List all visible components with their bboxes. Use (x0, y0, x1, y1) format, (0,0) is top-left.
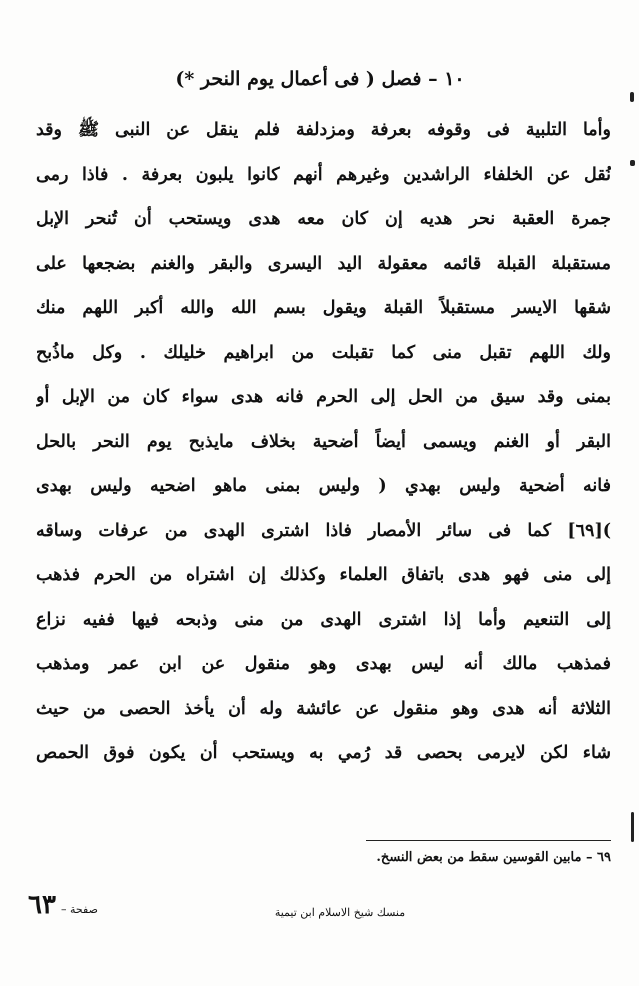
section-heading: ١٠ – فصل ( فى أعمال يوم النحر *) (175, 68, 465, 90)
text-line: )[٦٩] كما فى سائر الأمصار فاذا اشترى الهدى من عرفات وساقه (36, 520, 611, 541)
body-text (36, 108, 611, 776)
page-number-block (28, 890, 188, 920)
text-line: مستقبلة القبلة قائمه معقولة اليد اليسرى والبقر والغنم بضجعها على (36, 253, 611, 274)
text-line: إلى التنعيم وأما إذا اشترى الهدى من منى وذبحه فيها ففيه نزاع (36, 609, 611, 630)
scan-edge-mark (630, 92, 634, 102)
text-line: نُقل عن الخلفاء الراشدين وغيرهم أنهم كانوا يلبون بعرفة . فاذا رمى (36, 164, 611, 185)
text-line: البقر أو الغنم ويسمى أيضاً أضحية بخلاف مايذبح يوم النحر بالحل (36, 431, 611, 452)
text-line: إلى منى فهو هدى باتفاق العلماء وكذلك إن اشتراه من الحرم فذهب (36, 565, 611, 585)
page-label: صفحة – (61, 903, 98, 916)
text-line: ولك اللهم تقبل منى كما تقبلت من ابراهيم خليلك . وكل ماذُبح (36, 342, 611, 363)
footnote: ٦٩ – مابين القوسين سقط من بعض النسخ. (376, 850, 611, 865)
text-line: شقها الايسر مستقبلاً القبلة ويقول بسم الله والله أكبر اللهم منك (36, 298, 611, 318)
text-line: جمرة العقبة نحر هديه إن كان معه هدى ويستحب أن تُنحر الإبل (36, 209, 611, 229)
text-line: فانه أضحية وليس بهدي ( وليس بمنى ماهو اضحيه وليس بهدى (36, 476, 611, 496)
text-line: بمنى وقد سيق من الحل إلى الحرم فانه هدى سواء كان من الإبل أو (36, 387, 611, 407)
scan-edge-mark (631, 812, 634, 842)
text-line: الثلاثة أنه هدى وهو منقول عن عائشة وله أن يأخذ الحصى من حيث (36, 698, 611, 719)
text-line: شاء لكن لايرمى بحصى قد رُمي به ويستحب أن يكون فوق الحمص (36, 743, 611, 763)
page-number: ٦٣ (28, 890, 56, 920)
footnote-divider (366, 840, 611, 841)
text-line: وأما التلبية فى وقوفه بعرفة ومزدلفة فلم ينقل عن النبى ﷺ وقد (36, 120, 611, 140)
text-line: فمذهب مالك أنه ليس بهدى وهو منقول عن ابن عمر ومذهب (36, 654, 611, 674)
running-footer-title: منسك شيخ الاسلام ابن تيمية (274, 906, 406, 919)
scan-edge-mark (630, 160, 635, 166)
